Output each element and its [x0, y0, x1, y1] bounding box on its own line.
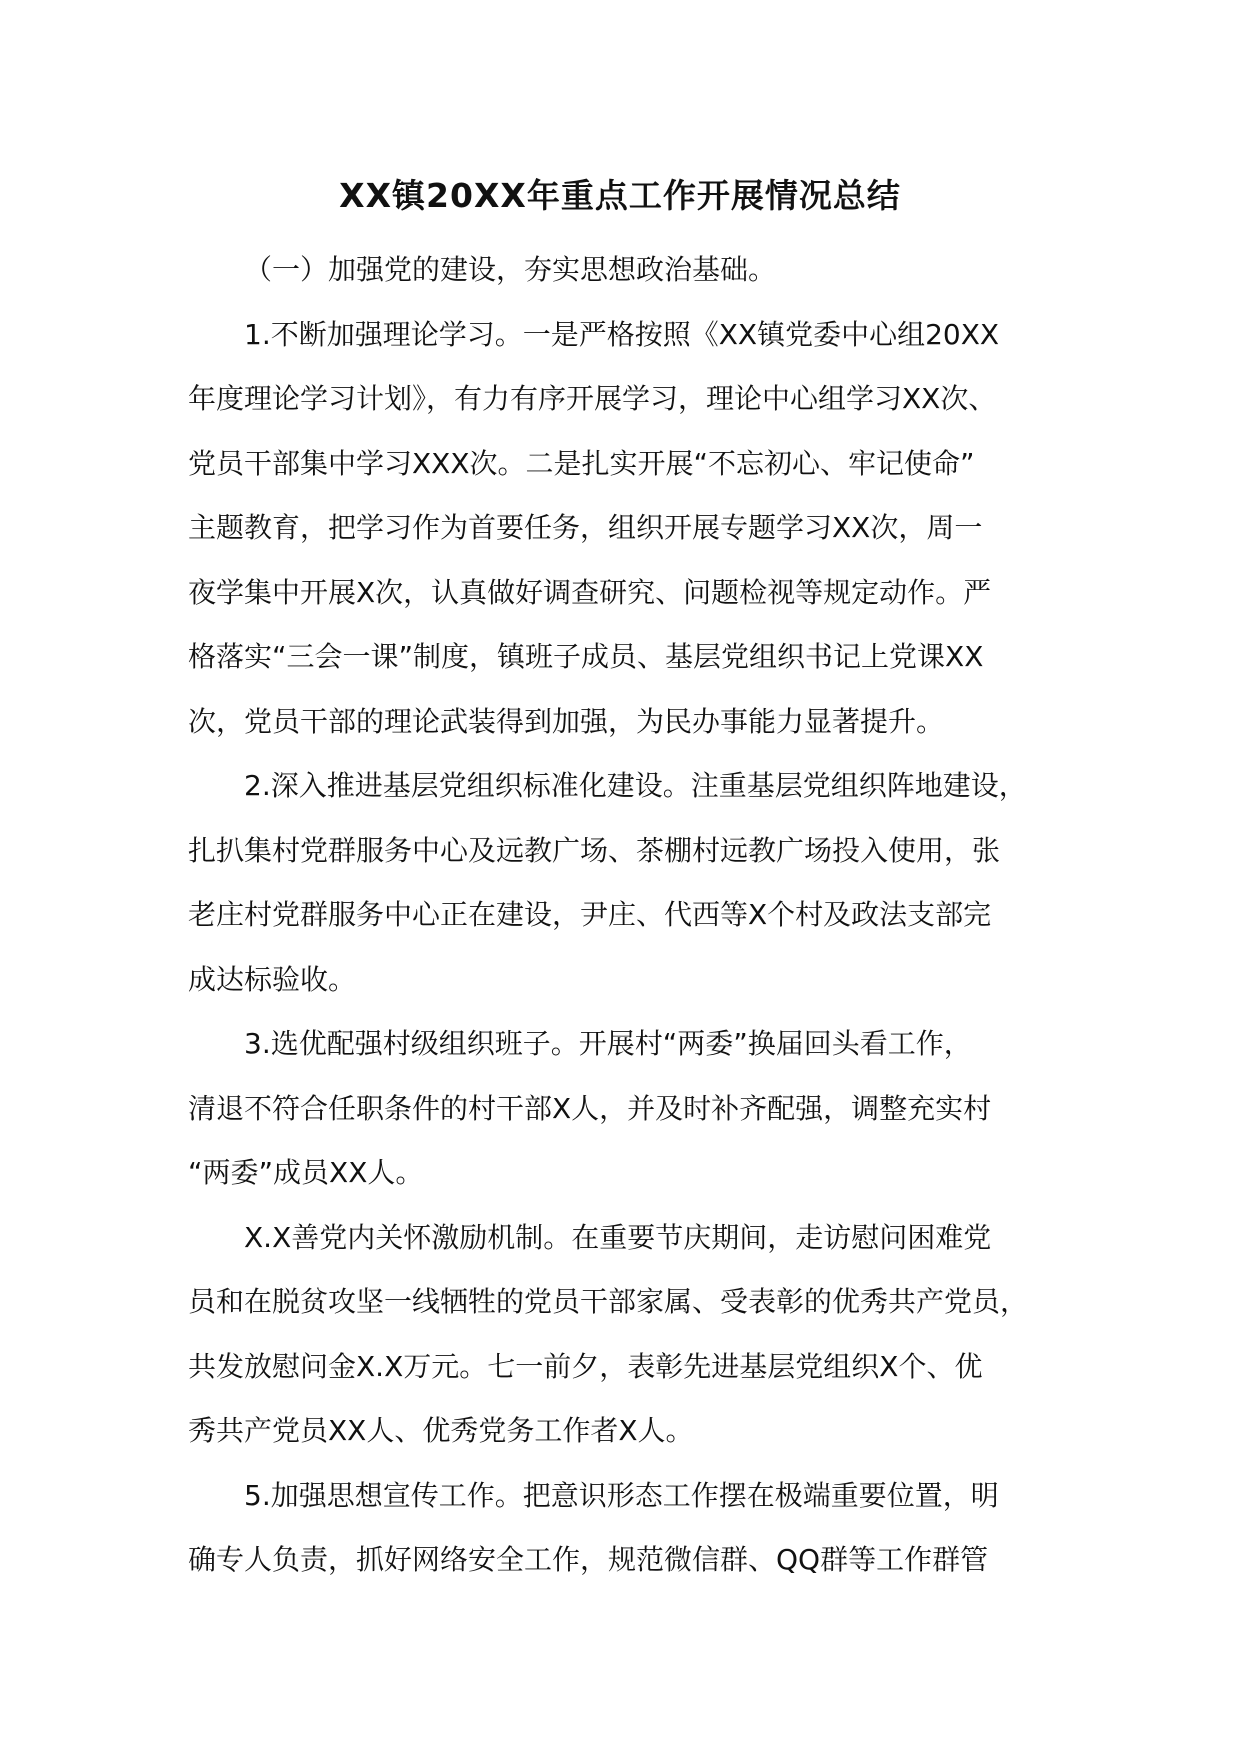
paragraph-line: 党员干部集中学习XXX次。二是扎实开展“不忘初心、牢记使命” [188, 446, 975, 480]
section-heading-line: （一）加强党的建设，夯实思想政治基础。 [244, 253, 777, 286]
paragraph-village-teams [188, 1012, 1088, 1206]
paragraph-line: 主题教育，把学习作为首要任务，组织开展专题学习XX次，周一 [188, 511, 983, 544]
paragraph-care-mechanism [188, 1206, 1088, 1464]
paragraph-line: 夜学集中开展X次，认真做好调查研究、问题检视等规定动作。严 [188, 575, 992, 609]
paragraph-line: 成达标验收。 [188, 962, 357, 996]
paragraph-line: 清退不符合任职条件的村干部X人，并及时补齐配强，调整充实村 [188, 1091, 992, 1125]
paragraph-line: 次，党员干部的理论武装得到加强，为民办事能力显著提升。 [188, 704, 945, 738]
paragraph-line: 1.不断加强理论学习。一是严格按照《XX镇党委中心组20XX [244, 317, 1000, 351]
paragraph-line: 2.深入推进基层党组织标准化建设。注重基层党组织阵地建设， [244, 769, 1027, 802]
paragraph-standardization [188, 754, 1088, 1012]
paragraph-line: 确专人负责，抓好网络安全工作，规范微信群、QQ群等工作群管 [188, 1543, 989, 1576]
paragraph-line: “两委”成员XX人。 [188, 1156, 424, 1189]
document-body [188, 238, 1088, 1593]
paragraph-line: 5.加强思想宣传工作。把意识形态工作摆在极端重要位置，明 [244, 1478, 999, 1512]
paragraph-line: 3.选优配强村级组织班子。开展村“两委”换届回头看工作， [244, 1027, 972, 1060]
paragraph-theory-study [188, 303, 1088, 755]
paragraph-line: 秀共产党员XX人、优秀党务工作者X人。 [188, 1414, 694, 1447]
paragraph-publicity [188, 1464, 1088, 1593]
document-title: XX镇20XX年重点工作开展情况总结 [339, 176, 901, 215]
paragraph-line: X.X善党内关怀激励机制。在重要节庆期间，走访慰问困难党 [244, 1220, 992, 1254]
paragraph-line: 老庄村党群服务中心正在建设，尹庄、代西等X个村及政法支部完 [188, 898, 992, 931]
paragraph-line: 扎扒集村党群服务中心及远教广场、茶棚村远教广场投入使用，张 [188, 833, 1001, 867]
section-heading [188, 238, 1088, 303]
paragraph-line: 年度理论学习计划》，有力有序开展学习，理论中心组学习XX次、 [188, 382, 997, 415]
paragraph-line: 员和在脱贫攻坚一线牺牲的党员干部家属、受表彰的优秀共产党员， [188, 1285, 1029, 1318]
paragraph-line: 格落实“三会一课”制度，镇班子成员、基层党组织书记上党课XX [188, 640, 984, 673]
paragraph-line: 共发放慰问金X.X万元。七一前夕，表彰先进基层党组织X个、优 [188, 1349, 983, 1383]
